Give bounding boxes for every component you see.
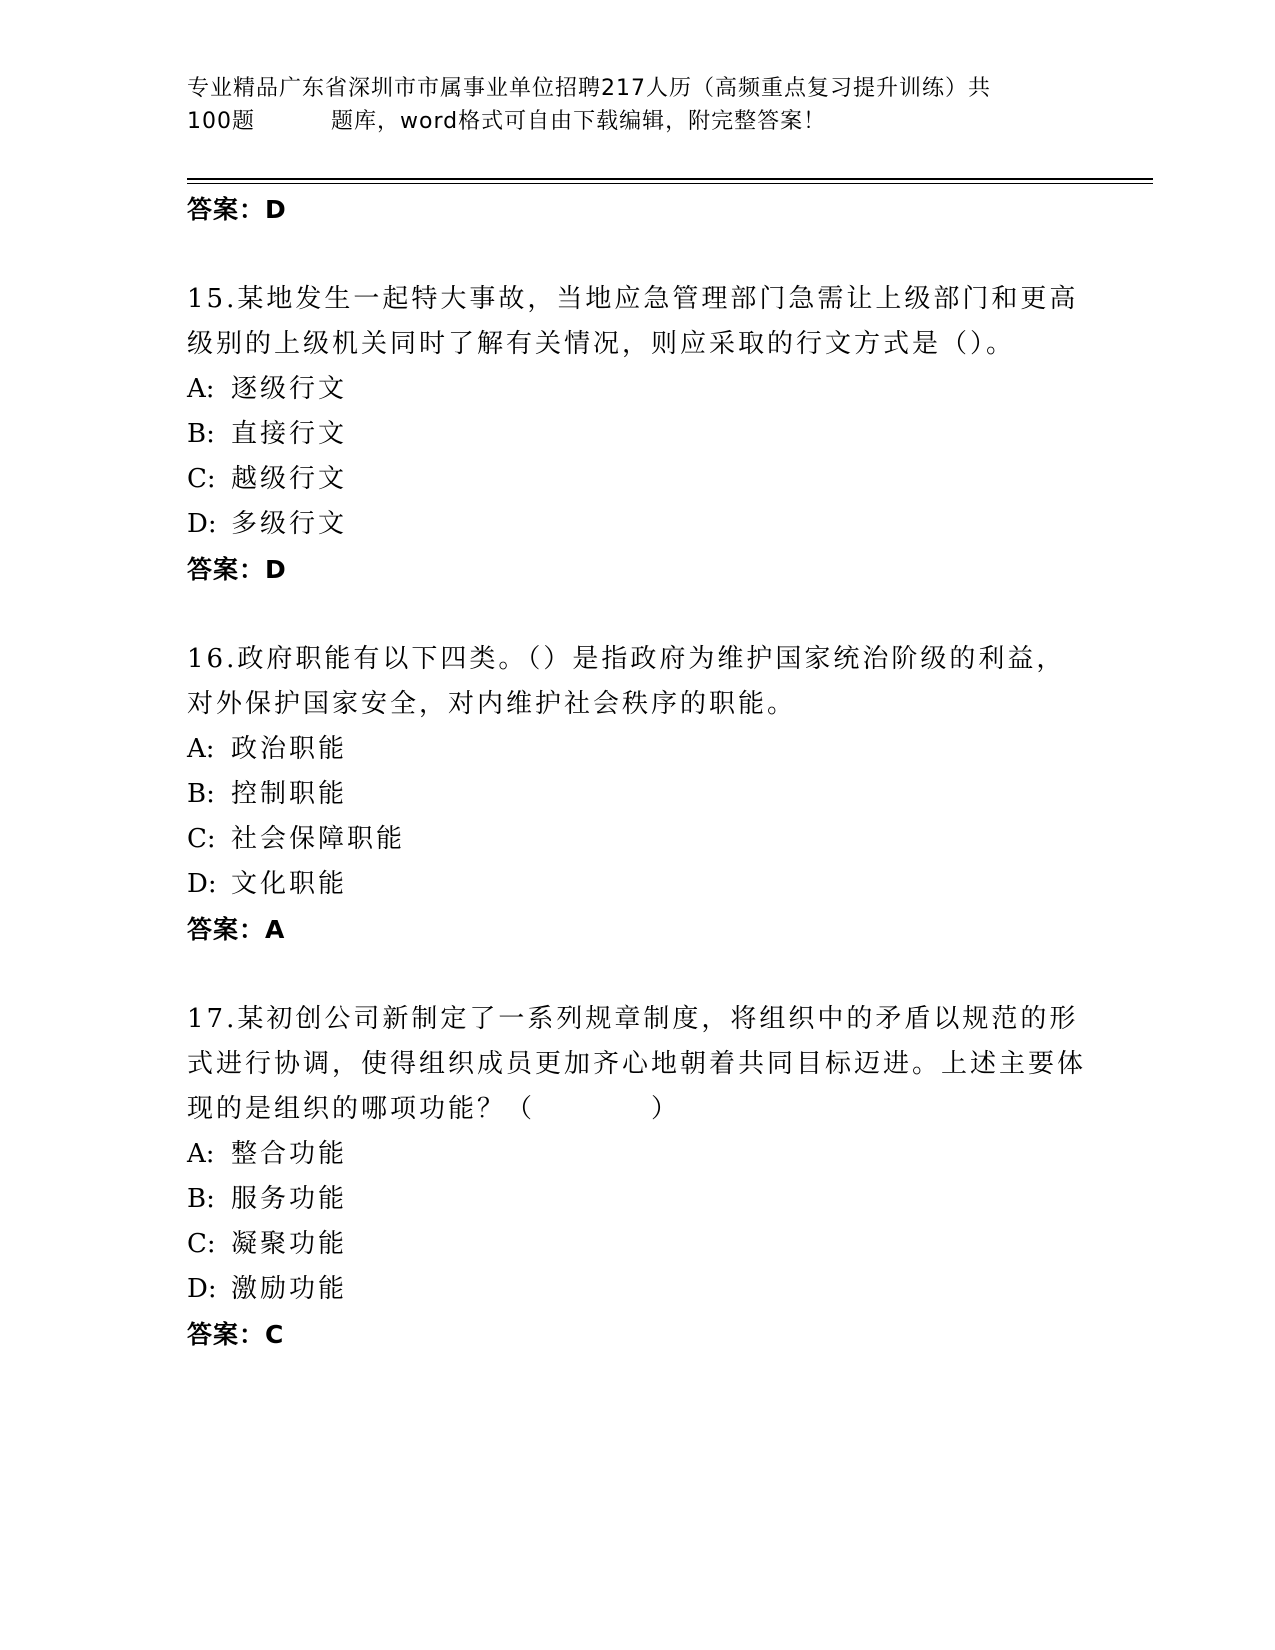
option-b: B: 直接行文 bbox=[187, 419, 348, 449]
option-d: D: 激励功能 bbox=[187, 1274, 348, 1304]
question-15 bbox=[187, 277, 1087, 593]
question-answer: 答案：A bbox=[187, 915, 286, 944]
question-stem: 17.某初创公司新制定了一系列规章制度，将组织中的矛盾以规范的形式进行协调，使得组织成员更加齐心地朝着共同目标迈进。上述主要体现的是组织的哪项功能？（ ） bbox=[187, 1004, 1087, 1124]
question-stem: 15.某地发生一起特大事故，当地应急管理部门急需让上级部门和更高级别的上级机关同时了解有关情况，则应采取的行文方式是（）。 bbox=[187, 284, 1079, 359]
header-question-count: 100题 bbox=[187, 109, 255, 134]
option-b: B: 服务功能 bbox=[187, 1184, 348, 1214]
option-d: D: 文化职能 bbox=[187, 869, 348, 899]
option-a: A: 政治职能 bbox=[187, 734, 348, 764]
option-c: C: 社会保障职能 bbox=[187, 824, 406, 854]
question-list bbox=[187, 187, 1087, 1358]
header-description: 题库，word格式可自由下载编辑，附完整答案！ bbox=[331, 109, 827, 134]
question-17 bbox=[187, 997, 1087, 1358]
header-line-1: 专业精品广东省深圳市市属事业单位招聘217人历（高频重点复习提升训练）共 bbox=[187, 76, 991, 101]
question-answer: 答案：C bbox=[187, 1320, 285, 1349]
option-c: C: 越级行文 bbox=[187, 464, 348, 494]
question-16 bbox=[187, 637, 1087, 953]
header-divider-thick bbox=[187, 178, 1153, 180]
header-divider-thin bbox=[187, 183, 1153, 184]
question-stem: 16.政府职能有以下四类。（）是指政府为维护国家统治阶级的利益，对外保护国家安全，对内维护社会秩序的职能。 bbox=[187, 644, 1066, 719]
option-a: A: 整合功能 bbox=[187, 1139, 348, 1169]
option-c: C: 凝聚功能 bbox=[187, 1229, 348, 1259]
option-d: D: 多级行文 bbox=[187, 509, 348, 539]
previous-answer: 答案：D bbox=[187, 195, 287, 224]
header-line-2 bbox=[187, 105, 1087, 138]
question-answer: 答案：D bbox=[187, 555, 287, 584]
option-a: A: 逐级行文 bbox=[187, 374, 348, 404]
option-b: B: 控制职能 bbox=[187, 779, 348, 809]
page-header bbox=[187, 72, 1087, 138]
